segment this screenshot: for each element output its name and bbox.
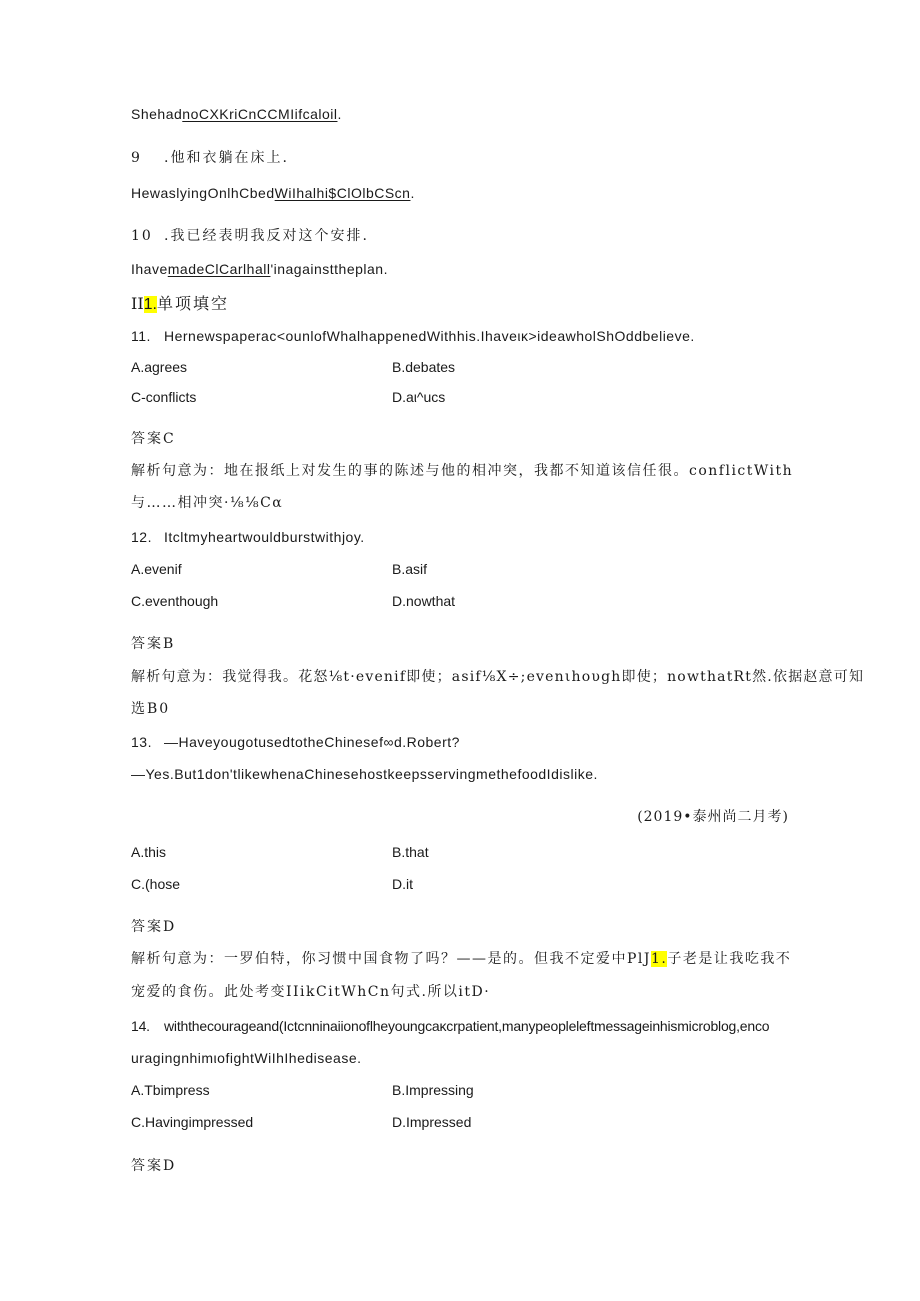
q12-option-c: C.eventhough [131, 593, 219, 609]
q14-number: 14. [131, 1018, 150, 1034]
q13-analysis-line2: 宠爱的食伤。此处考变IIikCitWhCn句式.所以itD· [131, 984, 491, 1000]
q11-stem [131, 327, 695, 345]
q10-underlined: madeClCarlhall [167, 261, 271, 277]
q11-stem-text: Hernewspaperac<ounlofWhalhappenedWithhis.Ihaveικ>ideawholShOddbelieve. [164, 328, 695, 344]
section-highlight: 1. [143, 296, 157, 313]
q9-suffix: . [410, 185, 415, 201]
q12-stem [131, 528, 365, 546]
section-header [131, 295, 229, 314]
q8-suffix: . [337, 106, 342, 122]
q11-number: 11. [131, 328, 151, 344]
q9-number: 9 [131, 150, 142, 166]
q14-option-c: C.Havingimpressed [131, 1114, 254, 1130]
q12-analysis-line2: 选B0 [131, 701, 171, 717]
q11-option-b: B.debates [392, 359, 456, 375]
q10-cn-text: .我已经表明我反对这个安排. [164, 228, 369, 244]
q8-prefix: Shehad [131, 106, 183, 122]
q11-answer: 答案C [131, 431, 176, 447]
q9-cn-text: .他和衣躺在床上. [164, 150, 289, 166]
q10-number: 10 [131, 228, 153, 244]
q13-line2: —Yes.But1don'tlikewhenaChinesehostkeepsservingmethefoodIdislike. [131, 766, 598, 782]
q13-analysis-pre: 解析句意为：一罗伯特，你习惯中国食物了吗？——是的。但我不定爱中PlJ [131, 951, 652, 967]
q11-option-a: A.agrees [131, 359, 188, 375]
q13-answer: 答案D [131, 919, 177, 935]
q8-underlined: noCXKriCnCCMIifcaloil [182, 106, 338, 122]
q13-source: (2019•泰州尚二月考) [637, 809, 789, 825]
q13-option-a: A.this [131, 844, 167, 860]
q13-option-b: B.that [392, 844, 429, 860]
q10-suffix: 'inagainsttheplan. [270, 261, 388, 277]
q14-option-d: D.Impressed [392, 1114, 472, 1130]
q9-english [131, 184, 415, 202]
q12-option-a: A.evenif [131, 561, 182, 577]
q10-english [131, 260, 388, 278]
q10-prefix: Ihave [131, 261, 168, 277]
q13-analysis-highlight: 1. [651, 951, 668, 967]
q10-chinese [131, 227, 369, 245]
q11-option-d: D.aι^ucs [392, 389, 446, 405]
q13-option-d: D.it [392, 876, 413, 892]
q8-english [131, 105, 342, 123]
q12-option-d: D.nowthat [392, 593, 456, 609]
q12-number: 12. [131, 529, 152, 545]
q14-stem-line2: uragingnhimιofightWiIhIhedisease. [131, 1050, 362, 1066]
q12-stem-text: Itcltmyheartwouldburstwithjoy. [164, 529, 365, 545]
q12-option-b: B.asif [392, 561, 428, 577]
q9-chinese [131, 149, 289, 167]
q13-line1 [131, 733, 460, 751]
q11-analysis-line2: 与……相冲突·⅛⅛Cα [131, 495, 284, 511]
q13-number: 13. [131, 734, 152, 750]
q14-answer: 答案D [131, 1158, 177, 1174]
q12-answer: 答案B [131, 636, 176, 652]
q9-prefix: HewaslyingOnlhCbed [131, 185, 275, 201]
q9-underlined: WiIhalhi$ClOlbCScn [274, 185, 411, 201]
q14-option-b: B.Impressing [392, 1082, 474, 1098]
q13-line1-text: —HaveyougotusedtotheChinesef∞d.Robert? [164, 734, 460, 750]
q13-analysis-line1 [131, 950, 791, 968]
section-prefix: II [131, 294, 144, 313]
q14-stem-line1-text: withthecourageand(Ictcnninaiionoflheyoungcaκcrpatient,manypeopleleftmessageinhismicroblog,enco [164, 1018, 770, 1034]
q14-stem-line1 [131, 1017, 769, 1035]
q14-option-a: A.Tbimpress [131, 1082, 210, 1098]
q12-analysis-line1: 解析句意为：我觉得我。花怒⅛t·evenif即使；asif⅛X÷;evenιhoυgh即使；nowthatRt然.依据赵意可知 [131, 669, 865, 685]
q11-option-c: C-conflicts [131, 389, 197, 405]
q13-option-c: C.(hose [131, 876, 181, 892]
q11-analysis-line1: 解析句意为：地在报纸上对发生的事的陈述与他的相冲突，我都不知道该信任很。conflictWith [131, 463, 794, 479]
q13-analysis-post: 子老是让我吃我不 [667, 951, 792, 967]
section-title: 单项填空 [156, 294, 229, 313]
